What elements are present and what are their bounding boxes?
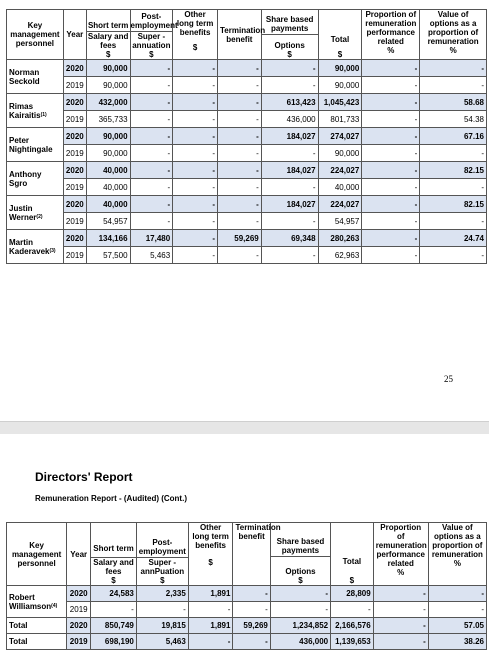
value-cell: - [420, 213, 487, 230]
salary-cell: 698,190 [91, 634, 137, 650]
other-cell: - [173, 196, 218, 213]
value-cell: - [420, 179, 487, 196]
term-cell: - [218, 247, 262, 264]
header-termination: Termination benefit [218, 10, 262, 60]
other-cell: - [173, 77, 218, 94]
salary-cell: 57,500 [86, 247, 130, 264]
options-cell: - [261, 60, 318, 77]
footnote-marker: (3) [49, 247, 56, 254]
salary-cell: 90,000 [86, 128, 130, 145]
year-cell: 2019 [63, 145, 86, 162]
super-cell: - [130, 77, 173, 94]
document-subtitle: Remuneration Report - (Audited) (Cont.) [35, 494, 187, 503]
year-cell: 2020 [63, 94, 86, 111]
super-cell: - [130, 213, 173, 230]
prop-cell: - [362, 213, 420, 230]
other-cell: - [188, 634, 233, 650]
document-title: Directors' Report [35, 470, 133, 484]
year-cell: 2020 [63, 162, 86, 179]
options-cell: - [261, 247, 318, 264]
term-cell: - [218, 179, 262, 196]
other-cell: - [173, 230, 218, 247]
super-cell: 17,480 [130, 230, 173, 247]
term-cell: - [218, 60, 262, 77]
header-other-long-term: Other long term benefits $ [188, 523, 233, 586]
salary-cell: 134,166 [86, 230, 130, 247]
prop-cell: - [373, 586, 428, 602]
super-cell: 5,463 [136, 634, 188, 650]
header-super: Post-employment Super -annPuation $ [136, 523, 188, 586]
header-salary: Short term Salary and fees $ [86, 10, 130, 60]
options-cell: 184,027 [261, 162, 318, 179]
options-cell: - [270, 602, 330, 618]
value-cell: 57.05 [428, 618, 486, 634]
table-row [7, 94, 487, 111]
header-share-based: Share based payments [271, 536, 330, 557]
options-cell: - [261, 77, 318, 94]
term-cell: - [218, 162, 262, 179]
total-cell: 62,963 [318, 247, 362, 264]
total-cell: 2,166,576 [331, 618, 374, 634]
total-cell: - [331, 602, 374, 618]
value-cell: 24.74 [420, 230, 487, 247]
table-row [7, 247, 487, 264]
prop-cell: - [362, 94, 420, 111]
salary-cell: 432,000 [86, 94, 130, 111]
salary-cell: 90,000 [86, 77, 130, 94]
term-cell: - [218, 196, 262, 213]
year-cell: 2019 [67, 602, 91, 618]
options-cell: 436,000 [270, 634, 330, 650]
total-cell: 274,027 [318, 128, 362, 145]
table-row [7, 111, 487, 128]
personnel-name: Anthony Sgro [7, 162, 64, 196]
footnote-marker: (4) [51, 602, 58, 609]
other-cell: - [173, 213, 218, 230]
header-proportion: Proportion of remuneration performance related % [373, 523, 428, 586]
total-cell: 1,045,423 [318, 94, 362, 111]
year-cell: 2020 [67, 618, 91, 634]
term-cell: - [233, 586, 270, 602]
table-row [7, 230, 487, 247]
personnel-name: Total [7, 618, 67, 634]
personnel-name: Martin Kaderavek$^{(3)}$ [7, 230, 64, 264]
table-row [7, 618, 487, 634]
salary-cell: 365,733 [86, 111, 130, 128]
value-cell: 58.68 [420, 94, 487, 111]
value-cell: 38.26 [428, 634, 486, 650]
year-cell: 2020 [63, 128, 86, 145]
prop-cell: - [373, 618, 428, 634]
super-cell: 2,335 [136, 586, 188, 602]
total-cell: 1,139,653 [331, 634, 374, 650]
other-cell: - [173, 179, 218, 196]
term-cell: - [218, 128, 262, 145]
value-cell: - [428, 586, 486, 602]
header-share-based: Share based payments [262, 14, 318, 35]
super-cell: - [130, 111, 173, 128]
super-cell: - [130, 60, 173, 77]
super-cell: - [136, 602, 188, 618]
remuneration-table-top [6, 9, 487, 264]
other-cell: - [173, 111, 218, 128]
super-cell: 5,463 [130, 247, 173, 264]
options-cell: 184,027 [261, 196, 318, 213]
salary-cell: 90,000 [86, 145, 130, 162]
other-cell: 1,891 [188, 618, 233, 634]
term-cell: - [218, 213, 262, 230]
options-cell: 613,423 [261, 94, 318, 111]
prop-cell: - [362, 77, 420, 94]
options-cell: 184,027 [261, 128, 318, 145]
value-cell: - [428, 602, 486, 618]
other-cell: - [173, 247, 218, 264]
personnel-name: Peter Nightingale [7, 128, 64, 162]
header-total: Total $ [331, 523, 374, 586]
personnel-name: Robert Williamson$^{(4)}$ [7, 586, 67, 618]
options-cell: 1,234,852 [270, 618, 330, 634]
salary-cell: 850,749 [91, 618, 137, 634]
personnel-name: Norman Seckold [7, 60, 64, 94]
term-cell: - [218, 94, 262, 111]
super-cell: - [130, 128, 173, 145]
header-total: Total $ [318, 10, 362, 60]
prop-cell: - [362, 145, 420, 162]
prop-cell: - [362, 179, 420, 196]
year-cell: 2019 [63, 247, 86, 264]
super-cell: - [130, 162, 173, 179]
prop-cell: - [362, 196, 420, 213]
year-cell: 2019 [63, 111, 86, 128]
header-post-employment: Post-employment [138, 538, 186, 556]
header-value-options: Value of options as a proportion of remuneration % [420, 10, 487, 60]
term-cell: 59,269 [218, 230, 262, 247]
table-row [7, 196, 487, 213]
salary-cell: 40,000 [86, 179, 130, 196]
header-value-options: Value of options as a proportion of remuneration % [428, 523, 486, 586]
super-cell: - [130, 145, 173, 162]
other-cell: - [173, 94, 218, 111]
prop-cell: - [362, 247, 420, 264]
prop-cell: - [373, 634, 428, 650]
value-cell: - [420, 247, 487, 264]
prop-cell: - [362, 230, 420, 247]
year-cell: 2019 [63, 213, 86, 230]
super-cell: - [130, 179, 173, 196]
options-cell: - [261, 213, 318, 230]
table-row [7, 213, 487, 230]
prop-cell: - [362, 128, 420, 145]
term-cell: - [233, 634, 270, 650]
prop-cell: - [373, 602, 428, 618]
options-cell: 69,348 [261, 230, 318, 247]
value-cell: - [420, 145, 487, 162]
header-key-personnel: Key management personnel [7, 523, 67, 586]
value-cell: 82.15 [420, 162, 487, 179]
header-options: Share based payments Options $ [270, 523, 330, 586]
header-termination: Termination benefit [233, 523, 270, 586]
year-cell: 2019 [67, 634, 91, 650]
header-key-personnel: Key management personnel [7, 10, 64, 60]
prop-cell: - [362, 60, 420, 77]
salary-cell: 90,000 [86, 60, 130, 77]
other-cell: - [173, 128, 218, 145]
prop-cell: - [362, 162, 420, 179]
header-year: Year [63, 10, 86, 60]
other-cell: - [188, 602, 233, 618]
total-cell: 280,263 [318, 230, 362, 247]
year-cell: 2020 [63, 60, 86, 77]
year-cell: 2020 [63, 230, 86, 247]
total-cell: 90,000 [318, 60, 362, 77]
other-cell: - [173, 162, 218, 179]
term-cell: 59,269 [233, 618, 270, 634]
footnote-marker: (1) [40, 111, 47, 118]
salary-cell: 40,000 [86, 196, 130, 213]
year-cell: 2020 [63, 196, 86, 213]
salary-cell: 54,957 [86, 213, 130, 230]
total-cell: 90,000 [318, 77, 362, 94]
term-cell: - [218, 145, 262, 162]
value-cell: 67.16 [420, 128, 487, 145]
page-number: 25 [444, 374, 453, 384]
salary-cell: - [91, 602, 137, 618]
total-cell: 54,957 [318, 213, 362, 230]
header-post-employment: Post-employment [130, 12, 178, 30]
other-cell: - [173, 60, 218, 77]
table-row [7, 145, 487, 162]
table-row [7, 60, 487, 77]
year-cell: 2019 [63, 77, 86, 94]
header-short-term: Short term [91, 540, 136, 558]
options-cell: - [261, 179, 318, 196]
remuneration-table-bottom [6, 522, 487, 650]
header-super: Post-employment Super -annuation $ [130, 10, 173, 60]
header-short-term: Short term [87, 21, 129, 30]
footnote-marker: (2) [36, 213, 43, 220]
total-cell: 28,809 [331, 586, 374, 602]
personnel-name: Justin Werner$^{(2)}$ [7, 196, 64, 230]
table-row [7, 586, 487, 602]
header-year: Year [67, 523, 91, 586]
super-cell: 19,815 [136, 618, 188, 634]
total-cell: 224,027 [318, 196, 362, 213]
total-cell: 40,000 [318, 179, 362, 196]
options-cell: - [270, 586, 330, 602]
table-row [7, 162, 487, 179]
header-salary: Short term Salary and fees $ [91, 523, 137, 586]
table-row [7, 77, 487, 94]
page-break [0, 421, 489, 435]
value-cell: 82.15 [420, 196, 487, 213]
super-cell: - [130, 196, 173, 213]
header-proportion: Proportion of remuneration performance related % [362, 10, 420, 60]
term-cell: - [233, 602, 270, 618]
salary-cell: 40,000 [86, 162, 130, 179]
total-cell: 90,000 [318, 145, 362, 162]
header-other-long-term: Other long term benefits $ [173, 10, 218, 60]
value-cell: - [420, 60, 487, 77]
salary-cell: 24,583 [91, 586, 137, 602]
prop-cell: - [362, 111, 420, 128]
value-cell: 54.38 [420, 111, 487, 128]
table-row [7, 128, 487, 145]
options-cell: - [261, 145, 318, 162]
table-row [7, 602, 487, 618]
value-cell: - [420, 77, 487, 94]
term-cell: - [218, 111, 262, 128]
super-cell: - [130, 94, 173, 111]
other-cell: - [173, 145, 218, 162]
other-cell: 1,891 [188, 586, 233, 602]
personnel-name: Total [7, 634, 67, 650]
table-row [7, 179, 487, 196]
header-options: Share based payments Options $ [261, 10, 318, 60]
total-cell: 801,733 [318, 111, 362, 128]
year-cell: 2020 [67, 586, 91, 602]
options-cell: 436,000 [261, 111, 318, 128]
year-cell: 2019 [63, 179, 86, 196]
personnel-name: Rimas Kairaitis$^{(1)}$ [7, 94, 64, 128]
term-cell: - [218, 77, 262, 94]
total-cell: 224,027 [318, 162, 362, 179]
table-row [7, 634, 487, 650]
